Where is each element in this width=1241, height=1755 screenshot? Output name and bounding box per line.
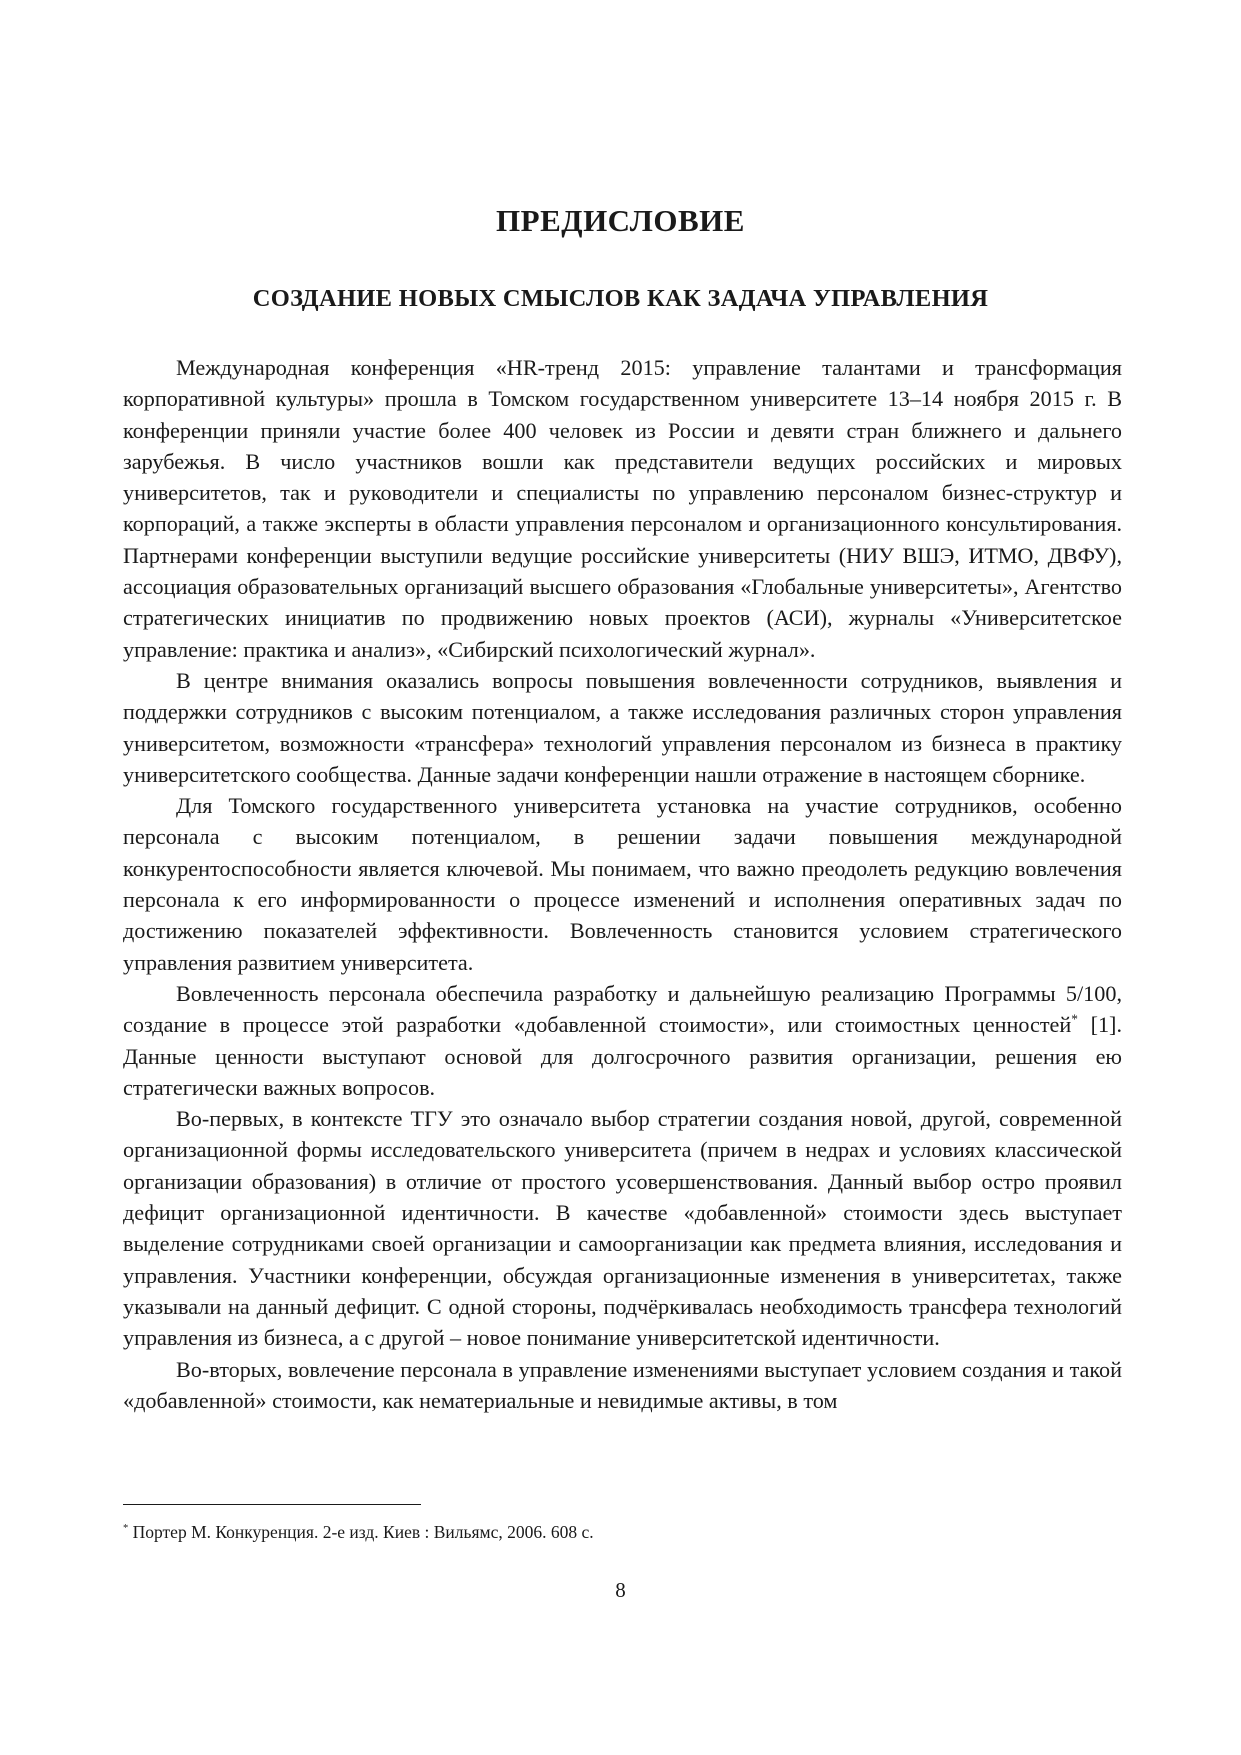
paragraph-4-text-before: Вовлеченность персонала обеспечила разработку и дальнейшую реализацию Программы 5/100, создание в процессе этой разработки «добавленной стоимости», или стоимостных ценностей (123, 980, 1122, 1038)
page-subtitle: СОЗДАНИЕ НОВЫХ СМЫСЛОВ КАК ЗАДАЧА УПРАВЛЕНИЯ (252, 285, 989, 312)
footnote-reference-marker: * (1071, 1011, 1078, 1027)
paragraph-6: Во-вторых, вовлечение персонала в управление изменениями выступает условием создания и такой «добавленной» стоимости, как нематериальные и невидимые активы, в том (123, 1356, 1122, 1413)
paragraph-4-text-after: [1]. Данные ценности выступают основой для долгосрочного развития организации, решения ею стратегически важных вопросов. (123, 1012, 1122, 1100)
footnote-text: Портер М. Конкуренция. 2-е изд. Киев : Вильямс, 2006. 608 с. (128, 1522, 594, 1542)
footnote-divider (123, 1504, 421, 1505)
paragraph-5: Во-первых, в контексте ТГУ это означало выбор стратегии создания новой, другой, современной организационной формы исследовательского университета (причем в недрах и условиях классической организации образования) в отличие от простого усовершенствования. Данный выбор остро проявил дефицит организационной идентичности. В качестве «добавленной» стоимости здесь выступает выделение сотрудниками своей организации и самоорганизации как предмета влияния, исследования и управления. Участники конференции, обсуждая организационные изменения в университетах, также указывали на данный дефицит. С одной стороны, подчёркивалась необходимость трансфера технологий управления из бизнеса, а с другой – новое понимание университетской идентичности. (123, 1106, 1122, 1351)
footnote (123, 1520, 1122, 1544)
page-number: 8 (615, 1578, 626, 1602)
paragraph-3: Для Томского государственного университета установка на участие сотрудников, особенно персонала с высоким потенциалом, в решении задачи повышения международной конкурентоспособности является ключевой. Мы понимаем, что важно преодолеть редукцию вовлечения персонала к его информированности о процессе изменений и исполнения оперативных задач по достижению показателей эффективности. Вовлеченность становится условием стратегического управления развитием университета. (123, 793, 1122, 975)
paragraph-2: В центре внимания оказались вопросы повышения вовлеченности сотрудников, выявления и поддержки сотрудников с высоким потенциалом, а также исследования различных сторон управления университетом, возможности «трансфера» технологий управления персоналом из бизнеса в практику университетского сообщества. Данные задачи конференции нашли отражение в настоящем сборнике. (123, 667, 1122, 787)
body-text (123, 352, 1122, 1416)
footnote-marker: * (123, 1523, 129, 1535)
paragraph-4 (123, 978, 1122, 1103)
paragraph-1: Международная конференция «HR-тренд 2015: управление талантами и трансформация корпоративной культуры» прошла в Томском государственном университете 13–14 ноября 2015 г. В конференции приняли участие более 400 человек из России и девяти стран ближнего и дальнего зарубежья. В число участников вошли как представители ведущих российских и мировых университетов, так и руководители и специалисты по управлению персоналом бизнес-структур и корпораций, а также эксперты в области управления персоналом и организационного консультирования. Партнерами конференции выступили ведущие российские университеты (НИУ ВШЭ, ИТМО, ДВФУ), ассоциация образовательных организаций высшего образования «Глобальные университеты», Агентство стратегических инициатив по продвижению новых проектов (АСИ), журналы «Университетское управление: практика и анализ», «Сибирский психологический журнал». (123, 355, 1122, 662)
page-title: ПРЕДИСЛОВИЕ (496, 203, 745, 238)
